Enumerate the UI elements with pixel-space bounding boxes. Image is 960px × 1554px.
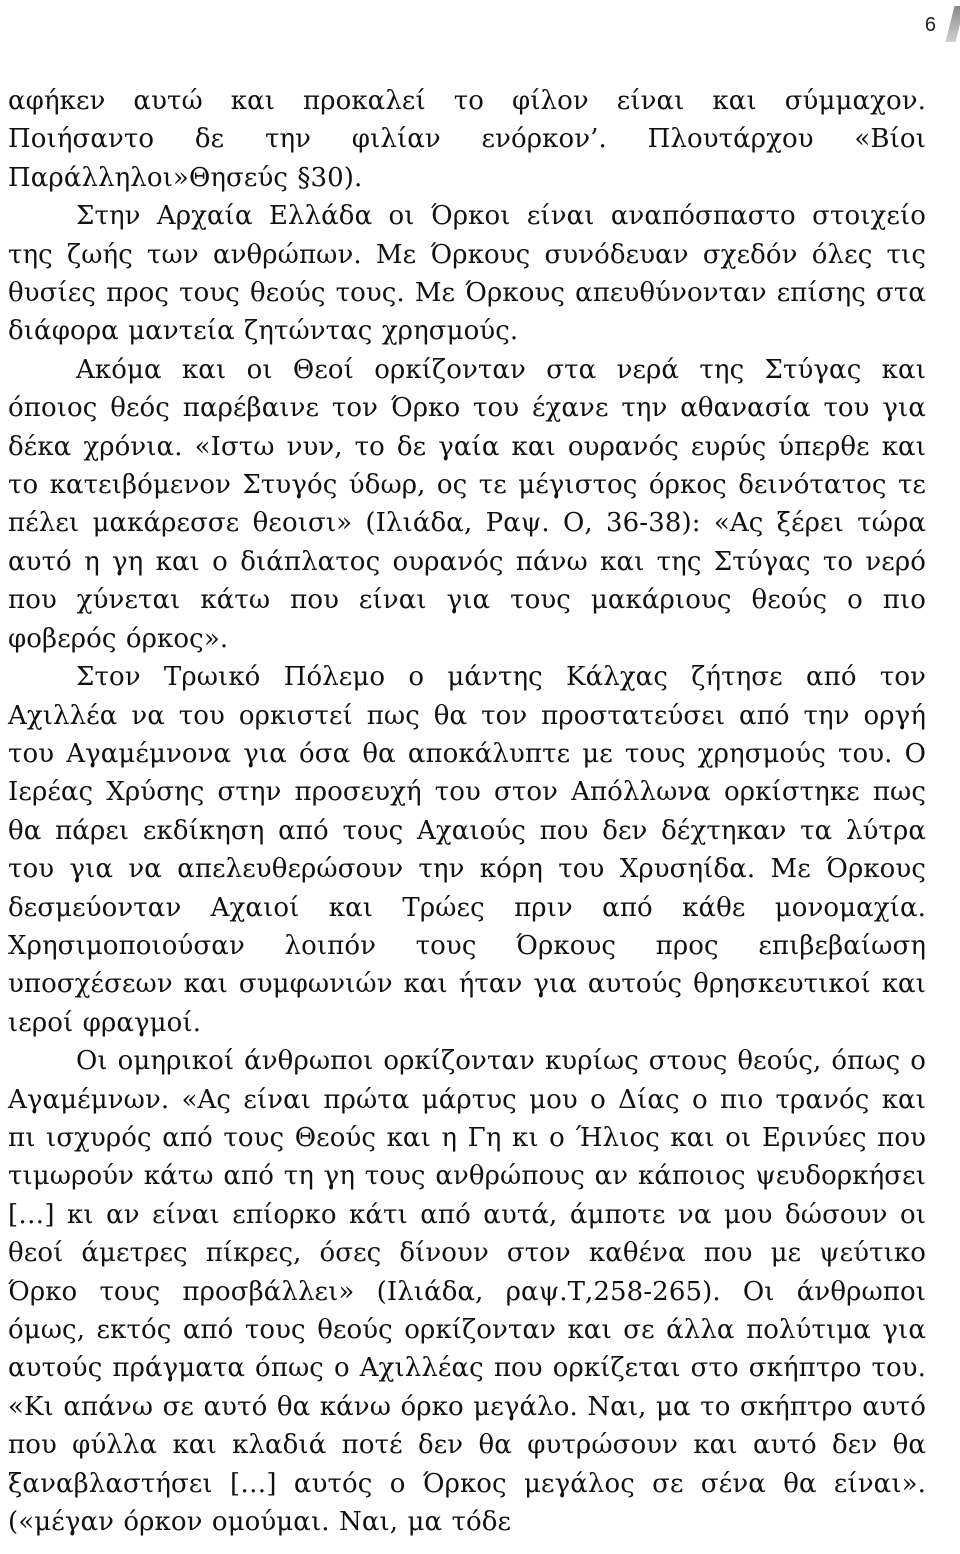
paragraph-gods-styx-oath: Ακόμα και οι Θεοί ορκίζονταν στα νερά της Στύγας και όποιος θεός παρέβαινε τον Όρκο του έχανε την αθανασία του για δέκα χρόνια. «Ιστω νυν, το δε γαία και ουρανός ευρύς ύπερθε και το κατειβόμενον Στυγός ύδωρ, ος τε μέγιστος όρκος δεινότατος τε πέλει μακάρεσσε θεοισι» (Ιλιάδα, Ραψ. Ο, 36-38): «Ας ξέρει τώρα αυτό η γη και ο διάπλατος ουρανός πάνω και της Στύγας το νερό που χύνεται κάτω που είναι για τους μακάριους θεούς ο πιο φοβερός όρκος».	[8, 354, 926, 654]
paragraph-trojan-war-oaths: Στον Τρωικό Πόλεμο ο μάντης Κάλχας ζήτησε από τον Αχιλλέα να του ορκιστεί πως θα τον προστατεύσει από την οργή του Αγαμέμνονα για όσα θα αποκάλυπτε με τους χρησμούς του. Ο Ιερέας Χρύσης στην προσευχή του στον Απόλλωνα ορκίστηκε πως θα πάρει εκδίκηση από τους Αχαιούς που δεν δέχτηκαν τα λύτρα του για να απελευθερώσουν την κόρη του Χρυσηίδα. Με Όρκους δεσμεύονταν Αχαιοί και Τρώες πριν από κάθε μονομαχία. Χρησιμοποιούσαν λοιπόν τους Όρκους προς επιβεβαίωση υποσχέσεων και συμφωνιών και ήταν για αυτούς θρησκευτικοί και ιεροί φραγμοί.	[8, 662, 926, 1038]
document-body	[8, 82, 926, 1541]
paragraph-plutarch-quote: αφήκεν αυτώ και προκαλεί το φίλον είναι και σύμμαχον. Ποιήσαντο δε την φιλίαν ενόρκον’. Πλουτάρχου «Βίοι Παράλληλοι»Θησεύς §30).	[8, 86, 926, 193]
paragraph-oaths-ancient-greece: Στην Αρχαία Ελλάδα οι Όρκοι είναι αναπόσπαστο στοιχείο της ζωής των ανθρώπων. Με Όρκους συνόδευαν σχεδόν όλες τις θυσίες προς τους θεούς τους. Με Όρκους απευθύνονταν επίσης στα διάφορα μαντεία ζητώντας χρησμούς.	[8, 201, 926, 347]
page-number: 6	[924, 14, 936, 36]
paragraph-homeric-oaths: Οι ομηρικοί άνθρωποι ορκίζονταν κυρίως στους θεούς, όπως ο Αγαμέμνων. «Ας είναι πρώτα μάρτυς μου ο Δίας ο πιο τρανός και πι ισχυρός από τους Θεούς και η Γη κι ο Ήλιος και οι Ερινύες που τιμωρούν κάτω από τη γη τους ανθρώπους αν κάποιος ψευδορκήσει […] κι αν είναι επίορκο κάτι από αυτά, άμποτε να μου δώσουν οι θεοί άμετρες πίκρες, όσες δίνουν στον καθένα που με ψεύτικο Όρκο τους προσβάλλει» (Ιλιάδα, ραψ.Τ,258-265). Οι άνθρωποι όμως, εκτός από τους θεούς ορκίζονταν και σε άλλα πολύτιμα για αυτούς πράγματα όπως ο Αχιλλέας που ορκίζεται στο σκήπτρο του. «Κι απάνω σε αυτό θα κάνω όρκο μεγάλο. Ναι, μα το σκήπτρο αυτό που φύλλα και κλαδιά ποτέ δεν θα φυτρώσουν και αυτό δεν θα ξαναβλαστήσει […] αυτός ο Όρκος μεγάλος σε σένα θα είναι». («μέγαν όρκον ομούμαι. Ναι, μα τόδε	[8, 1046, 926, 1538]
page-corner-mark	[946, 6, 960, 42]
